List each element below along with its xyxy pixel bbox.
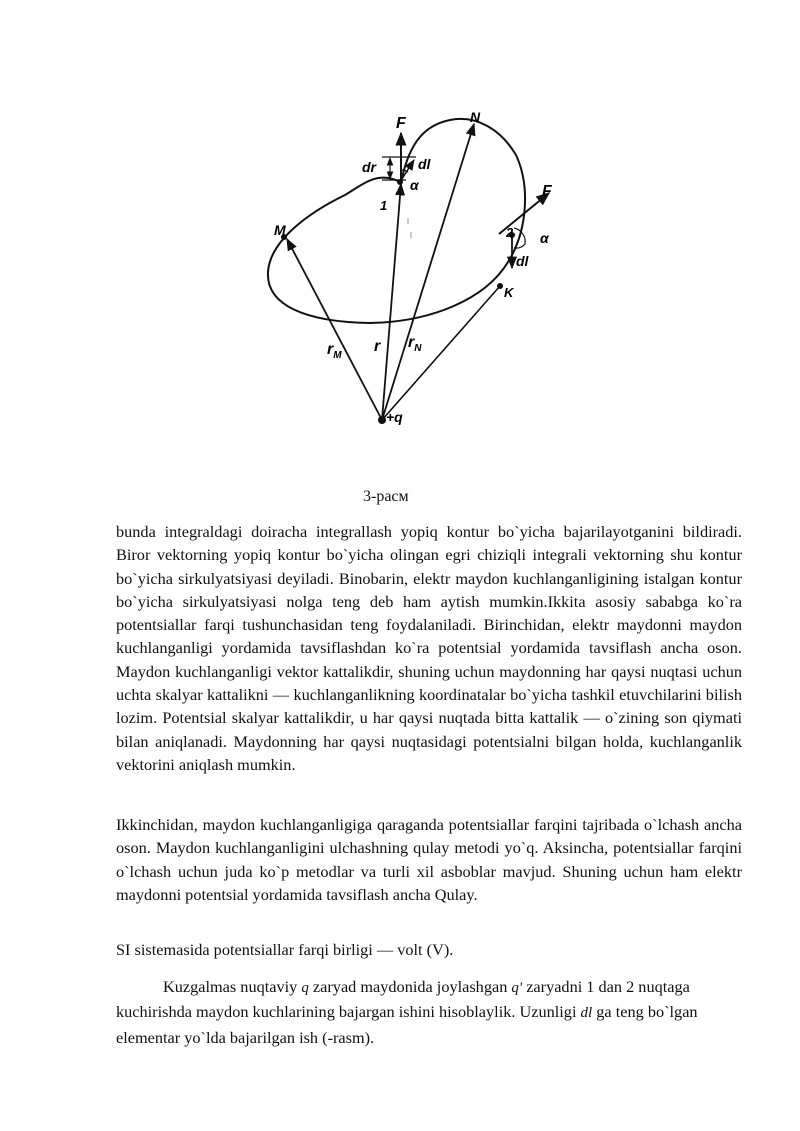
label-point-2: 2 (506, 225, 514, 240)
label-point-1: 1 (380, 198, 388, 213)
line-charge-to-2 (382, 286, 500, 420)
closed-contour (268, 119, 525, 323)
radius-vector-m (287, 239, 382, 420)
paragraph-3: SI sistemasida potentsiallar farqi birligi — volt (V). (116, 940, 454, 959)
point-k (497, 283, 503, 289)
figure-caption: 3-расм (363, 488, 409, 505)
label-r-m: $r_M$ (327, 341, 342, 361)
paragraph-4-text-a: Kuzgalmas nuqtaviy (163, 977, 302, 996)
label-dl-top: dl (418, 156, 431, 172)
paragraph-1: bunda integraldagi doiracha integrallash yopiq kontur bo`yicha bajarilayotganini bildiradi. Biror vektorning yopiq kontur bo`yicha olingan egri chiziqli integrali vektorning shu kontur bo`yicha sirkulyatsiyasi deyiladi. Binobarin, elektr maydon kuchlanganligining istalgan kontur bo`yicha sirkulyatsiyasi nolga teng deb ham aytish mumkin.Ikkita asosiy sababga ko`ra potentsiallar farqi tushunchasidan teng foydalaniladi. Birinchidan, elektr maydonni maydon kuchlanganligi yordamida tavsiflashdan ko`ra potentsial yordamida tavsiflash ancha oson. Maydon kuchlanganligi vektor kattalikdir, shuning uchun maydonning har qaysi nuqtasi uchun uchta skalyar kattalikni — kuchlanganlikning koordinatalar bo`yicha tashkil etuvchilarini bilish lozim. Potentsial skalyar kattalikdir, u har qaysi nuqtada bitta kattalik — o`zining son qiymati bilan aniqlanadi. Maydonning har qaysi nuqtasidagi potentsialni bilgan holda, kuchlanganlik vektorini aniqlash mumkin. (116, 522, 742, 774)
label-r: r (374, 338, 381, 355)
symbol-dl: dl (580, 1005, 593, 1022)
paragraph-4 (116, 975, 742, 1049)
label-alpha-right: α (540, 230, 549, 246)
charge-point (378, 416, 386, 424)
label-dl-right: dl (516, 253, 529, 269)
label-m: M (274, 222, 286, 238)
paragraph-2: Ikkinchidan, maydon kuchlanganligiga qaraganda potentsiallar farqini tajribada o`lchash ancha oson. Maydon kuchlanganligini ulchashning qulay metodi yo`q. Aksincha, potentsiallar farqini o`lchash uchun juda ko`p metodlar va turli xil asboblar mavjud. Shuning uchun ham elektr maydonni potentsial yordamida tavsiflash ancha Qulay. (116, 815, 742, 904)
paragraph-4-text-d: ga teng bo`lgan elementar yo`lda bajarilgan ish (-rasm). (116, 1002, 698, 1047)
label-r-n: $r_N$ (408, 334, 422, 354)
figure (250, 100, 560, 445)
label-charge: +q (386, 409, 403, 425)
label-alpha-top: α (410, 177, 419, 193)
paragraph-4-text-b: zaryad maydonida joylashgan (308, 977, 512, 996)
label-dr: dr (362, 159, 376, 175)
paragraph-4-text-c: zaryadni 1 dan 2 nuqtaga kuchirishda maydon kuchlarining bajargan ishini hisoblaylik. Uzunligi (116, 977, 690, 1022)
contour-diagram (250, 100, 560, 445)
symbol-q: q (301, 980, 309, 996)
label-n: N (470, 109, 481, 125)
point-1 (397, 179, 403, 185)
label-k: K (504, 285, 514, 300)
symbol-q-prime: q' (511, 980, 523, 996)
radius-vector-r (382, 184, 401, 420)
label-f-top: F (396, 115, 406, 132)
label-f-right: F (542, 183, 552, 200)
